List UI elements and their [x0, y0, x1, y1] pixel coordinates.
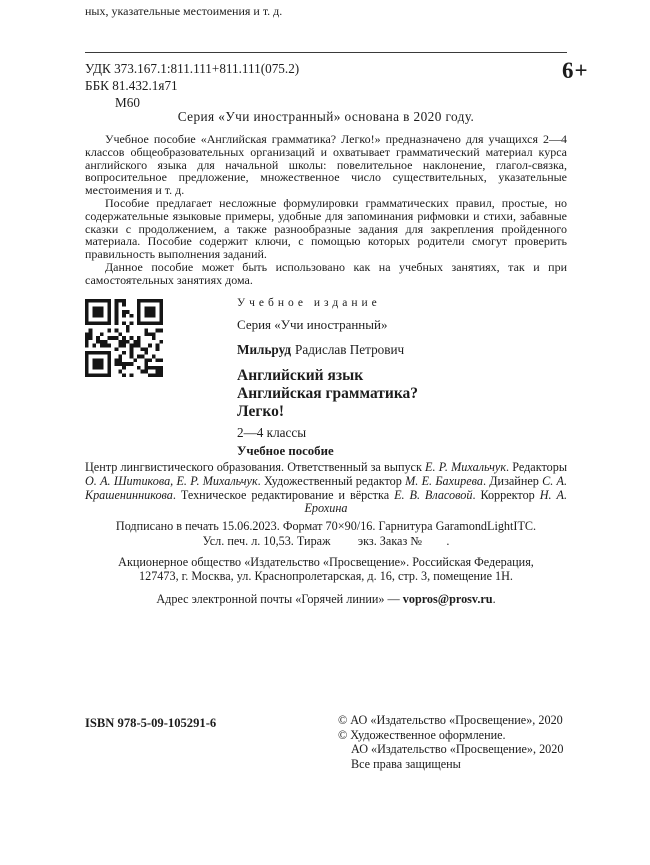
credits-text: . Техническое редактирование и вёрстка — [172, 487, 395, 502]
author-surname: Мильруд — [237, 342, 292, 357]
hotline-email-suffix: . — [492, 592, 496, 606]
bbk-code: ББК 81.432.1я71 — [85, 77, 178, 93]
publisher-line-2: 127473, г. Москва, ул. Краснопролетарская, д. 16, стр. 3, помещение 1Н. — [139, 569, 513, 584]
credits-person: С. А. Крашенинникова — [85, 473, 568, 502]
divider — [85, 52, 567, 53]
credits-person: О. А. Шитикова, Е. Р. Михальчук — [85, 473, 258, 488]
book-title-block — [237, 367, 418, 421]
grades-line: 2—4 классы — [237, 425, 307, 440]
credits-text: . Дизайнер — [482, 473, 543, 488]
age-rating-badge: 6+ — [562, 58, 589, 83]
copyright-line-3: АО «Издательство «Просвещение», 2020 — [351, 742, 564, 756]
annotation-paragraph-3: Данное пособие может быть использовано как на учебных занятиях, так и при самостоятельных занятиях дома. — [85, 259, 567, 287]
hotline-email-line — [85, 592, 567, 607]
edition-series: Серия «Учи иностранный» — [237, 317, 388, 332]
credits-text: Центр лингвистического образования. Ответственный за выпуск — [85, 460, 426, 474]
book-title-line-2: Английская грамматика? — [237, 385, 419, 402]
copyright-line-1: © АО «Издательство «Просвещение», 2020 — [338, 713, 563, 727]
isbn: ISBN 978-5-09-105291-6 — [85, 716, 217, 730]
hotline-email: vopros@prosv.ru — [402, 592, 493, 606]
publisher-line-1: Акционерное общество «Издательство «Просвещение». Российская Федерация, — [118, 555, 534, 569]
edition-type: Учебное пособие — [237, 444, 334, 458]
annotation-paragraph-2: Пособие предлагает несложные формулировки грамматических правил, простые, но содержательные языковые примеры, удобные для запоминания рифмовки и стихи, забавные сказки с продолжением, а также разнообразные задания для закрепления пройденного материала. Пособие содержит ключи, с помощью которых родители смогут проверить правильность выполнения заданий. — [85, 195, 567, 262]
credits-text: . Художественный редактор — [257, 473, 406, 488]
print-info-line-1: Подписано в печать 15.06.2023. Формат 70×90/16. Гарнитура GaramondLightITC. — [115, 519, 537, 533]
copyright-line-4: Все права защищены — [351, 756, 461, 771]
book-title-line-3: Легко! — [237, 403, 284, 420]
annotation-paragraph-1: Учебное пособие «Английская грамматика? Легко!» предназначено для учащихся 2—4 классов общеобразовательных организаций и охватывает грамматический материал курса английского языка для начальной школы: повелительное наклонение, глагол-связка, вопросительное предложение, множественное число существительных, указательные местоимения и т. д. — [85, 132, 567, 198]
udk-code: УДК 373.167.1:811.111+811.111(075.2) — [85, 61, 300, 76]
author-sign-code: М60 — [115, 94, 140, 110]
copyright-line-2: © Художественное оформление. — [338, 727, 506, 742]
credits-person: Е. Р. Михальчук — [425, 460, 507, 474]
print-info-block — [85, 519, 567, 548]
top-text-fragment: ных, указательные местоимения и т. д. — [85, 4, 283, 18]
credits-person: Н. А. Ерохина — [304, 487, 567, 516]
author-given-name: Радислав Петрович — [295, 342, 405, 357]
author-line — [237, 342, 418, 358]
classification-block — [85, 61, 299, 111]
credits-text: . Редакторы — [506, 460, 568, 474]
qr-code — [85, 299, 163, 377]
publisher-block — [85, 555, 567, 583]
book-title-line-1: Английский язык — [237, 367, 364, 384]
credits-person: Е. В. Власовой — [394, 487, 473, 502]
hotline-email-prefix: Адрес электронной почты «Горячей линии» — — [156, 592, 403, 606]
edition-block — [237, 297, 418, 459]
annotation-block — [85, 133, 567, 287]
print-info-line-2: Усл. печ. л. 10,53. Тираж экз. Заказ № . — [202, 533, 450, 548]
credits-text: . Корректор — [472, 487, 540, 502]
credits-paragraph — [85, 461, 567, 516]
edition-label: Учебное издание — [237, 297, 381, 309]
copyright-block — [338, 713, 563, 771]
credits-person: М. Е. Бахирева — [405, 473, 483, 488]
series-founded-line: Серия «Учи иностранный» основана в 2020 году. — [177, 109, 475, 124]
